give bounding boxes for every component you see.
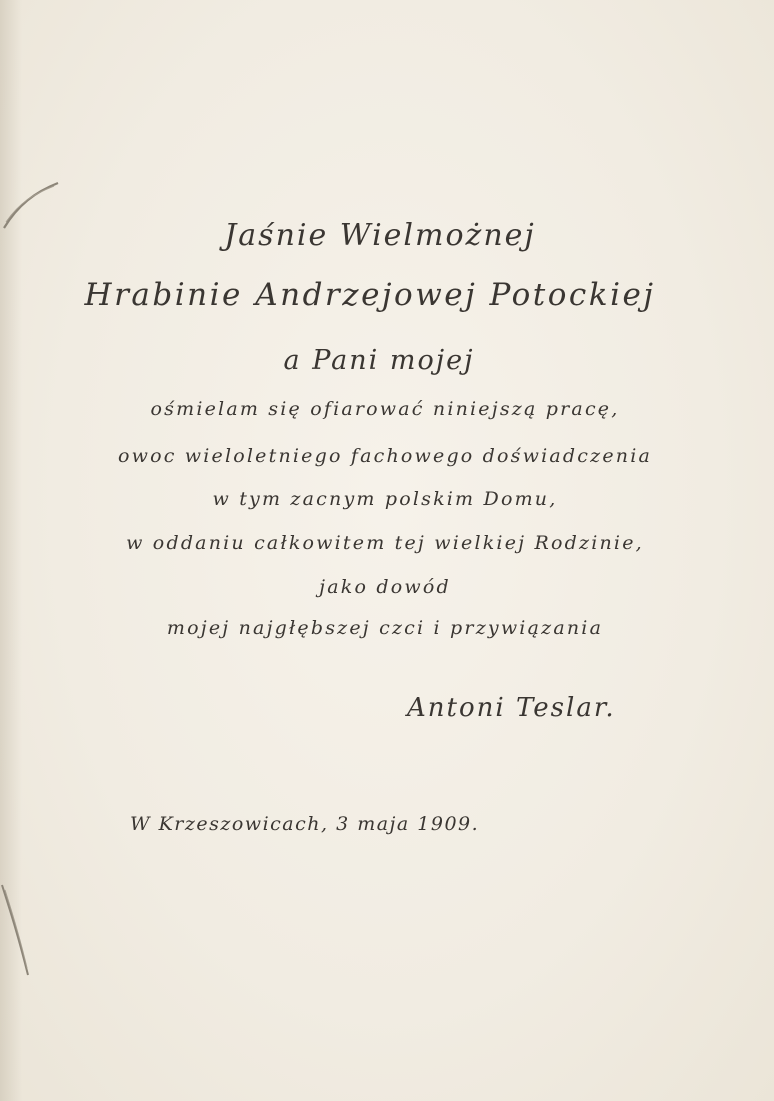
dedication-title-line-3: a Pani mojej <box>283 345 475 376</box>
place-and-date: W Krzeszowicach, 3 maja 1909. <box>130 813 480 835</box>
dedication-body-line: mojej najgłębszej czci i przywiązania <box>166 617 604 639</box>
dedication-body-line: ośmielam się ofiarować niniejszą pracę, <box>150 398 620 420</box>
dedication-body-line: jako dowód <box>319 576 451 598</box>
dedication-body-line: owoc wieloletniego fachowego doświadczenia <box>117 445 653 467</box>
dedication-body-line: w oddaniu całkowitem tej wielkiej Rodzinie, <box>126 532 644 554</box>
dedication-title-line-1: Jaśnie Wielmożnej <box>224 218 536 253</box>
dedication-title-line-2: Hrabinie Andrzejowej Potockiej <box>84 277 656 313</box>
author-signature: Antoni Teslar. <box>407 693 616 723</box>
dedication-body-line: w tym zacnym polskim Domu, <box>212 488 558 510</box>
